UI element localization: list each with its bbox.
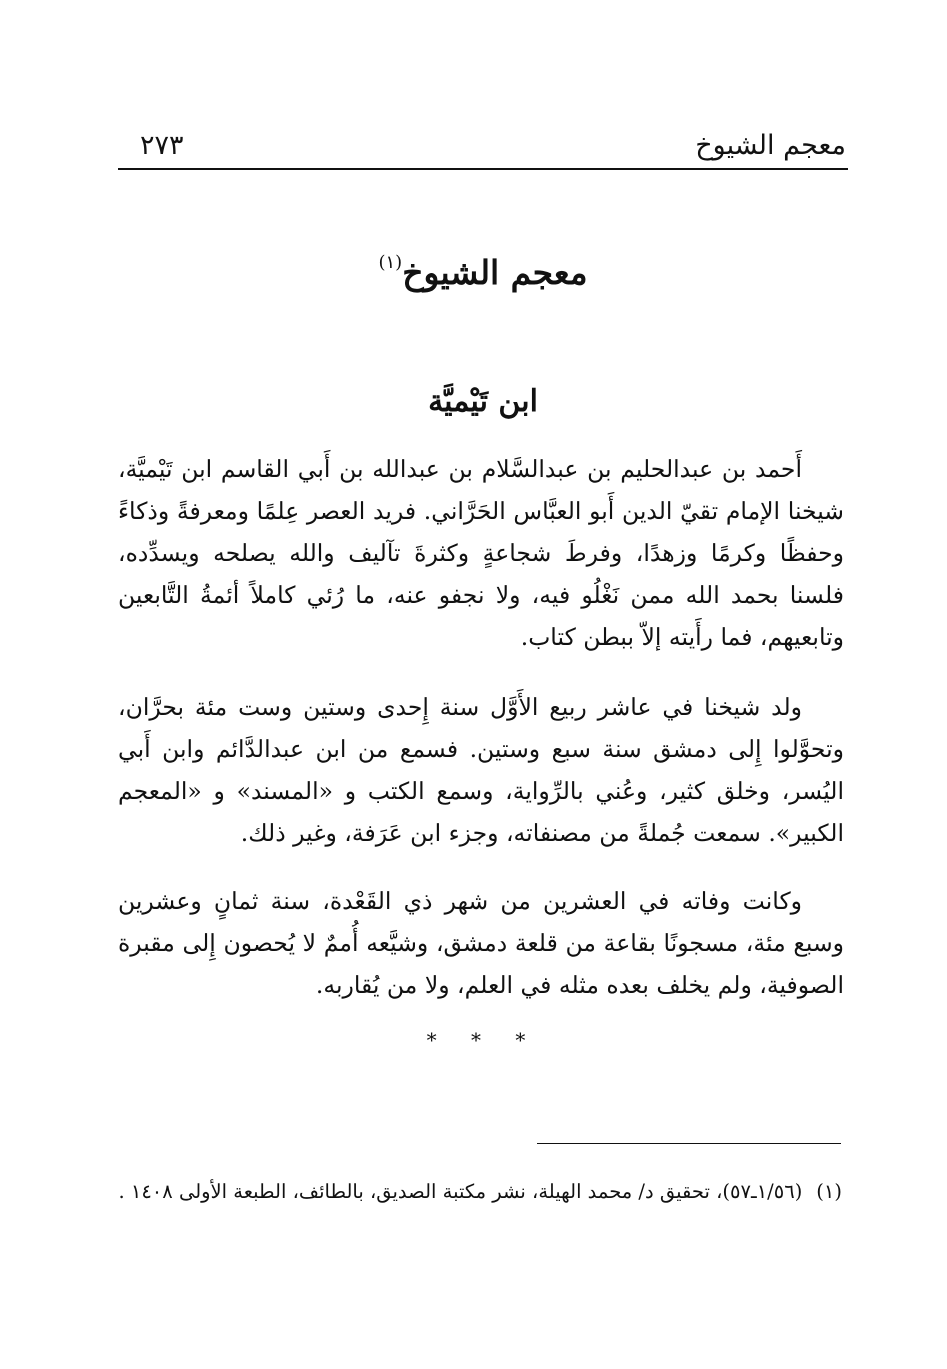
footnote-marker: (١) [816,1180,842,1203]
paragraph-1: أَحمد بن عبدالحليم بن عبدالسَّلام بن عبدالله بن أَبي القاسم ابن تَيْميَّة، شيخنا الإمام تقيّ الدين أَبو العبَّاس الحَرَّاني. فريد العصر عِلمًا ومعرفةً وذكاءً وحفظًا وكرمًا وزهدًا، وفرطَ شجاعةٍ وكثرةَ تآليف والله يصلحه ويسدِّده، فلسنا بحمد الله ممن نَغْلُو فيه، ولا نجفو عنه، ما رُئي كاملاً أئمةُ التَّابعين وتابعيهم، فما رأَيته إلاّ ببطن كتاب. [118,455,844,651]
paragraph-3: وكانت وفاته في العشرين من شهر ذي القَعْدة، سنة ثمانٍ وعشرين وسبع مئة، مسجونًا بقاعة من قلعة دمشق، وشيَّعه أُممٌ لا يُحصون إِلى مقبرة الصوفية، ولم يخلف بعده مثله في العلم، ولا من يُقاربه. [118,887,844,999]
page-number: ٢٧٣ [140,130,184,161]
section-title-text: معجم الشيوخ [402,253,588,292]
paragraph-2: ولد شيخنا في عاشر ربيع الأَوَّل سنة إِحدى وستين وست مئة بحرَّان، وتحوَّلوا إِلى دمشق سنة سبع وستين. فسمع من ابن عبدالدَّائم وابن أَبي اليُسر، وخلق كثير، وعُني بالرِّواية، وسمع الكتب و «المسند» و «المعجم الكبير». سمعت جُملةً من مصنفاته، وجزء ابن عَرَفة، وغير ذلك. [118,693,844,847]
section-separator: * * * [426,1028,540,1052]
section-title [118,252,848,292]
running-header [118,128,848,170]
entry-title: ابن تَيْميَّة [428,384,538,419]
footnote [118,1175,842,1209]
running-title: معجم الشيوخ [695,130,846,161]
footnote-divider [537,1143,841,1144]
footnote-reference: (١) [378,252,403,273]
footnote-text: (١/٥٦ـ٥٧)، تحقيق د/ محمد الهيلة، نشر مكتبة الصديق، بالطائف، الطبعة الأولى ١٤٠٨ . [118,1180,803,1203]
